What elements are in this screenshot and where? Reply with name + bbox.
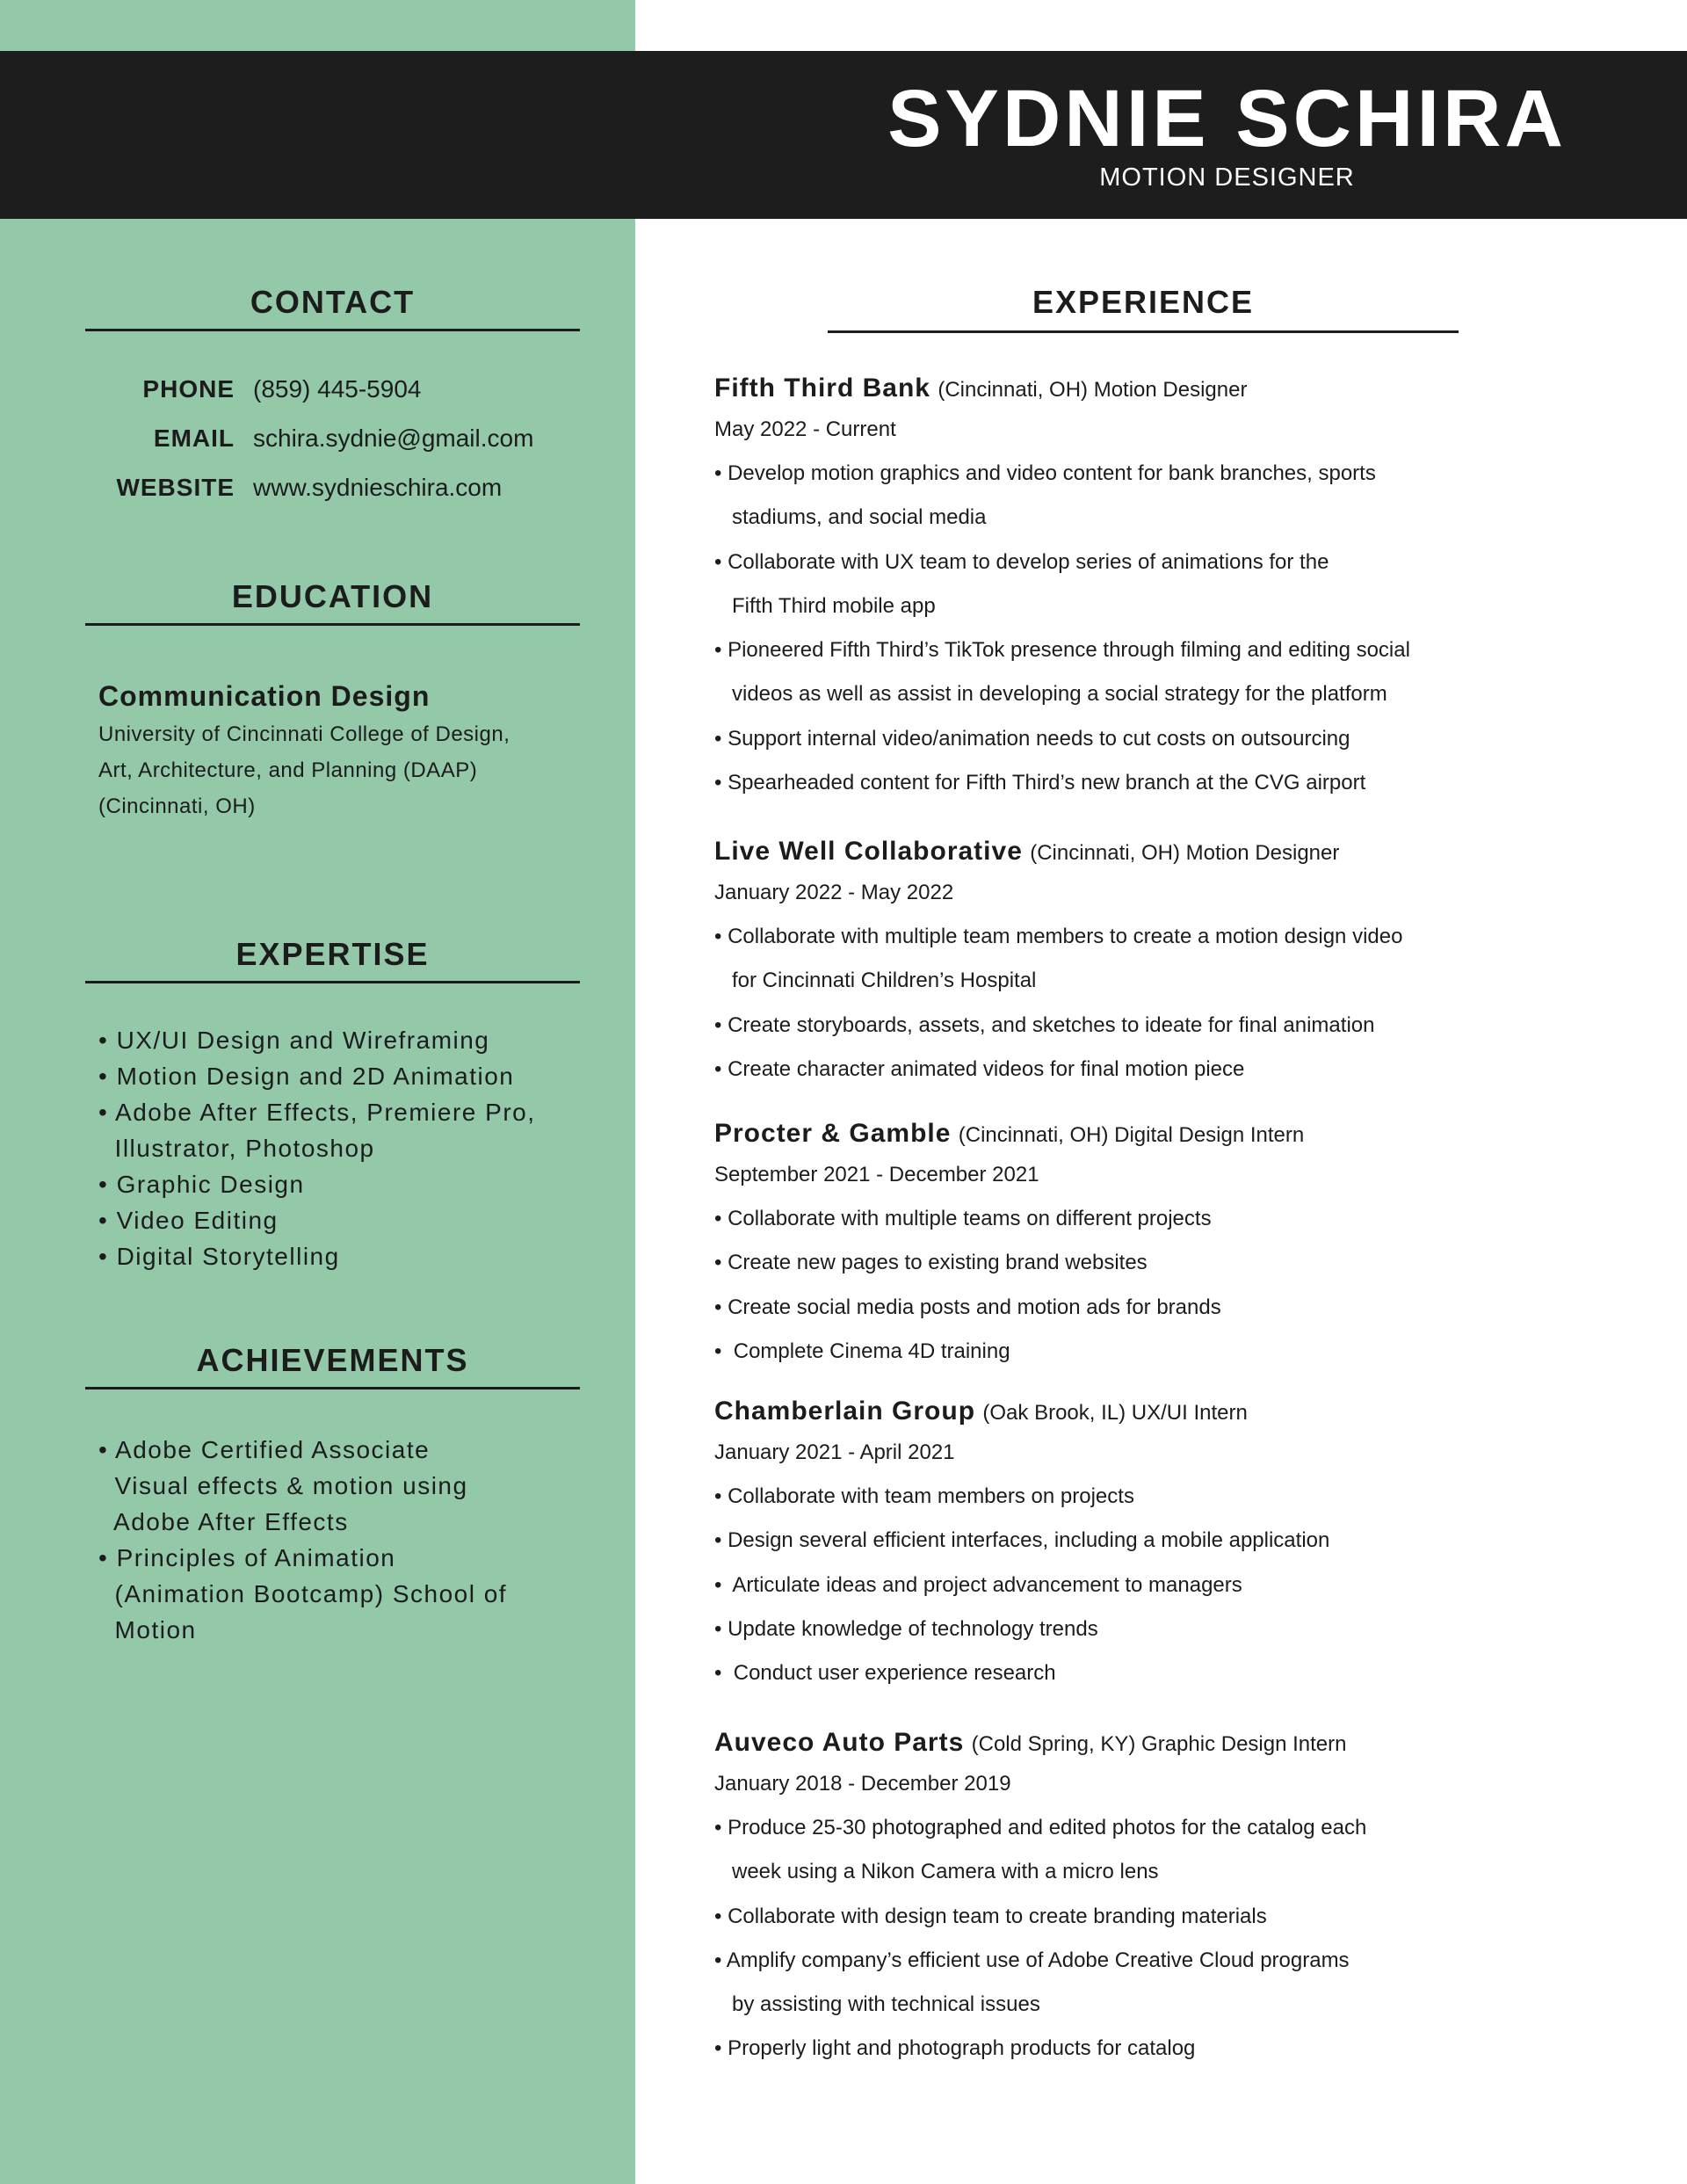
list-item: for Cincinnati Children’s Hospital <box>714 969 1037 993</box>
job-entry-auveco <box>714 1725 1628 2072</box>
job-dates: January 2018 - December 2019 <box>714 1772 1011 1796</box>
list-item: • Collaborate with multiple teams on different projects <box>714 1207 1212 1230</box>
list-item: Illustrator, Photoshop <box>98 1135 375 1162</box>
list-item: videos as well as assist in developing a social strategy for the platform <box>714 682 1387 707</box>
job-bullets <box>714 452 1628 805</box>
contact-heading: CONTACT <box>85 283 580 331</box>
list-item: stadiums, and social media <box>714 505 987 530</box>
job-entry-fifth-third <box>714 371 1628 805</box>
email-value: schira.sydnie@gmail.com <box>253 424 534 452</box>
job-detail: (Cincinnati, OH) Digital Design Intern <box>958 1123 1305 1147</box>
list-item: • Spearheaded content for Fifth Third’s new branch at the CVG airport <box>714 771 1366 795</box>
list-item: • Design several efficient interfaces, including a mobile application <box>714 1528 1330 1553</box>
list-item: • Adobe After Effects, Premiere Pro, <box>98 1099 536 1126</box>
list-item: • Motion Design and 2D Animation <box>98 1063 515 1090</box>
list-item: • Principles of Animation <box>98 1544 396 1571</box>
list-item: • Complete Cinema 4D training <box>714 1339 1010 1363</box>
job-dates: January 2022 - May 2022 <box>714 881 954 904</box>
list-item: • Produce 25-30 photographed and edited photos for the catalog each <box>714 1816 1367 1839</box>
job-dates: January 2021 - April 2021 <box>714 1440 955 1464</box>
website-value: www.sydnieschira.com <box>253 474 503 501</box>
school-location: (Cincinnati, OH) <box>98 795 256 818</box>
list-item: • Develop motion graphics and video content for bank branches, sports <box>714 461 1376 485</box>
job-entry-live-well <box>714 834 1628 1092</box>
list-item: Fifth Third mobile app <box>714 593 936 618</box>
company-name: Procter & Gamble <box>714 1119 952 1148</box>
job-header <box>714 1116 1628 1153</box>
contact-label: PHONE <box>142 375 235 403</box>
list-item: • Adobe Certified Associate <box>98 1436 431 1463</box>
list-item: • Collaborate with UX team to develop series of animations for the <box>714 549 1329 574</box>
job-detail: (Cincinnati, OH) Motion Designer <box>938 378 1248 402</box>
list-item: • Create social media posts and motion ads for brands <box>714 1295 1221 1319</box>
company-name: Auveco Auto Parts <box>714 1728 965 1757</box>
contact-label: EMAIL <box>153 424 235 452</box>
list-item: by assisting with technical issues <box>714 1992 1040 2017</box>
job-dates: September 2021 - December 2021 <box>714 1163 1039 1186</box>
job-entry-procter-gamble <box>714 1116 1628 1374</box>
list-item: • Digital Storytelling <box>98 1243 340 1270</box>
list-item: • Create storyboards, assets, and sketches to ideate for final animation <box>714 1012 1375 1037</box>
job-bullets <box>714 1475 1628 1695</box>
phone-value: (859) 445-5904 <box>253 375 422 403</box>
list-item: • Amplify company’s efficient use of Adobe Creative Cloud programs <box>714 1948 1350 1972</box>
school-line: University of Cincinnati College of Design, <box>98 722 510 746</box>
job-header <box>714 834 1628 871</box>
list-item: • Collaborate with multiple team members to create a motion design video <box>714 925 1403 948</box>
list-item: week using a Nikon Camera with a micro lens <box>714 1860 1159 1884</box>
expertise-heading: EXPERTISE <box>85 935 580 983</box>
experience-heading: EXPERIENCE <box>828 283 1459 333</box>
list-item: • Collaborate with team members on projects <box>714 1484 1134 1508</box>
job-entry-chamberlain <box>714 1394 1628 1695</box>
list-item: • Graphic Design <box>98 1171 305 1198</box>
job-header <box>714 371 1628 408</box>
company-name: Chamberlain Group <box>714 1397 976 1426</box>
list-item: • Pioneered Fifth Third’s TikTok presence through filming and editing social <box>714 638 1410 663</box>
job-bullets <box>714 915 1628 1092</box>
education-heading: EDUCATION <box>85 577 580 626</box>
contact-label: WEBSITE <box>116 474 235 501</box>
job-bullets <box>714 1197 1628 1374</box>
job-detail: (Oak Brook, IL) UX/UI Intern <box>982 1401 1248 1425</box>
job-header <box>714 1725 1628 1762</box>
degree-title: Communication Design <box>98 680 431 712</box>
job-dates: May 2022 - Current <box>714 417 896 441</box>
achievements-heading: ACHIEVEMENTS <box>85 1341 580 1389</box>
job-detail: (Cold Spring, KY) Graphic Design Intern <box>971 1732 1347 1756</box>
company-name: Fifth Third Bank <box>714 374 930 403</box>
job-title: MOTION DESIGNER <box>1099 163 1355 192</box>
list-item: Motion <box>98 1616 197 1643</box>
list-item: • UX/UI Design and Wireframing <box>98 1027 490 1054</box>
company-name: Live Well Collaborative <box>714 837 1023 866</box>
list-item: • Support internal video/animation needs to cut costs on outsourcing <box>714 726 1350 751</box>
list-item: • Create new pages to existing brand websites <box>714 1251 1148 1275</box>
job-header <box>714 1394 1628 1431</box>
list-item: • Conduct user experience research <box>714 1661 1056 1686</box>
list-item: • Update knowledge of technology trends <box>714 1616 1098 1641</box>
list-item: (Animation Bootcamp) School of <box>98 1580 508 1607</box>
school-line: Art, Architecture, and Planning (DAAP) <box>98 758 478 782</box>
job-detail: (Cincinnati, OH) Motion Designer <box>1030 841 1340 865</box>
achievements-list <box>98 1432 507 1648</box>
expertise-list <box>98 1022 536 1274</box>
list-item: • Video Editing <box>98 1207 279 1234</box>
list-item: • Create character animated videos for final motion piece <box>714 1056 1245 1081</box>
list-item: • Collaborate with design team to create branding materials <box>714 1904 1267 1928</box>
person-name: SYDNIE SCHIRA <box>887 74 1567 163</box>
list-item: Visual effects & motion using <box>98 1472 468 1499</box>
list-item: • Properly light and photograph products for catalog <box>714 2036 1196 2061</box>
list-item: • Articulate ideas and project advancement to managers <box>714 1572 1242 1597</box>
list-item: Adobe After Effects <box>98 1508 349 1535</box>
job-bullets <box>714 1806 1628 2072</box>
